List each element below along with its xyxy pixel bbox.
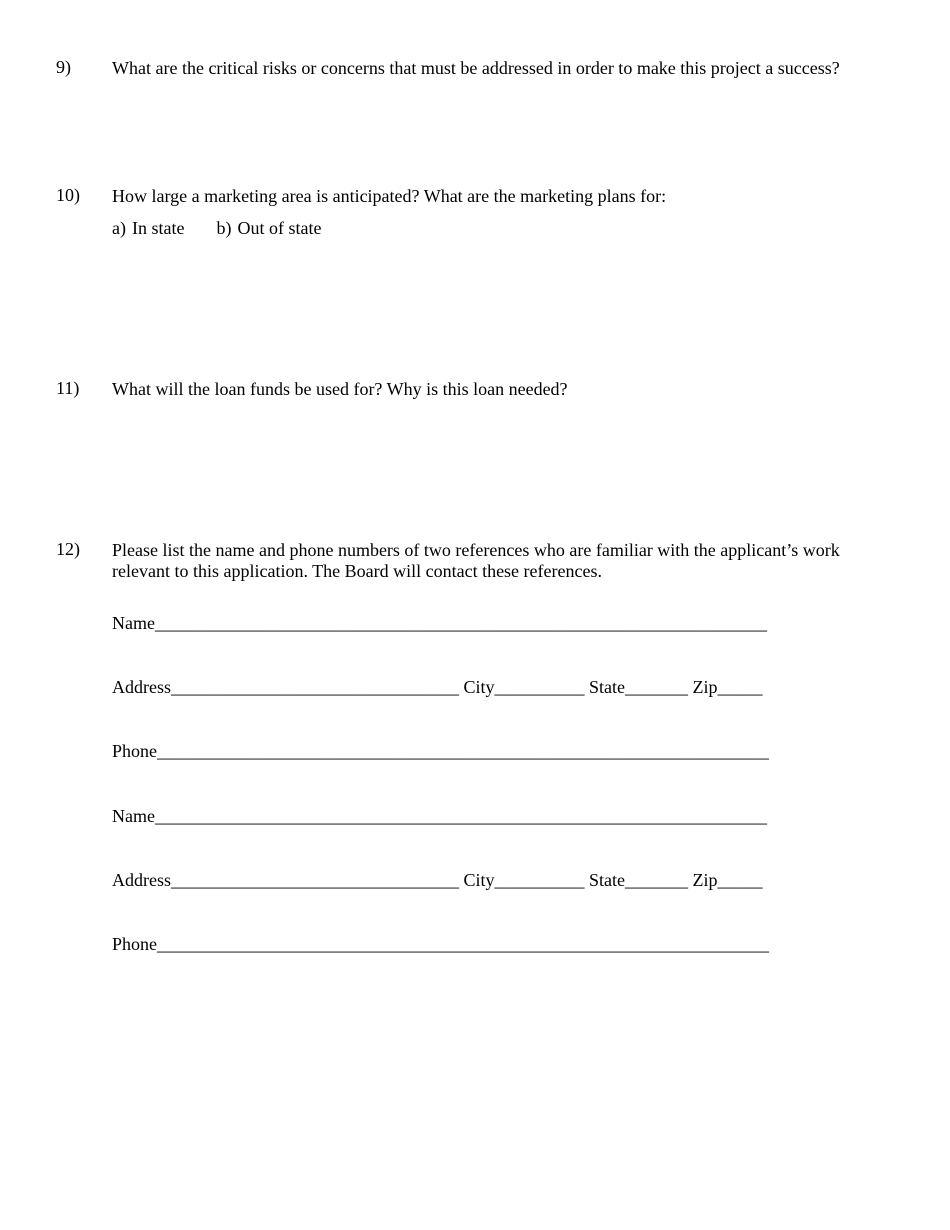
reference-2-name-field[interactable] (112, 806, 767, 827)
question-12-text-line1: Please list the name and phone numbers of two references who are familiar with the applicant’s work (112, 540, 840, 560)
reference-1-name-field[interactable] (112, 613, 767, 634)
state-blank[interactable]: _______ (625, 677, 689, 697)
option-b-marker: b) (216, 218, 232, 238)
zip-label: Zip (692, 870, 718, 890)
phone-blank[interactable]: ____________________________________________________________________ (157, 741, 769, 761)
question-10-options (112, 217, 321, 239)
address-label: Address (112, 677, 171, 697)
state-label: State (589, 677, 626, 697)
address-blank[interactable]: ________________________________ (171, 677, 459, 697)
reference-1-address-row (112, 677, 763, 698)
option-b-text: Out of state (237, 218, 322, 238)
name-label: Name (112, 806, 155, 826)
address-label: Address (112, 870, 171, 890)
state-label: State (589, 870, 626, 890)
city-label: City (463, 870, 495, 890)
question-10-text: How large a marketing area is anticipated? What are the marketing plans for: (112, 186, 667, 206)
address-blank[interactable]: ________________________________ (171, 870, 459, 890)
question-10-number: 10) (56, 185, 80, 205)
phone-blank[interactable]: ____________________________________________________________________ (157, 934, 769, 954)
question-11-number: 11) (56, 378, 80, 398)
state-blank[interactable]: _______ (625, 870, 689, 890)
zip-blank[interactable]: _____ (717, 677, 763, 697)
name-label: Name (112, 613, 155, 633)
city-blank[interactable]: __________ (494, 870, 585, 890)
reference-2-phone-field[interactable] (112, 934, 769, 955)
zip-blank[interactable]: _____ (717, 870, 763, 890)
zip-label: Zip (692, 677, 718, 697)
question-12-text-line2: relevant to this application. The Board will contact these references. (112, 561, 602, 581)
name-blank[interactable]: ____________________________________________________________________ (154, 806, 767, 826)
phone-label: Phone (112, 934, 157, 954)
reference-2-address-row (112, 870, 763, 891)
phone-label: Phone (112, 741, 157, 761)
name-blank[interactable]: ____________________________________________________________________ (154, 613, 767, 633)
reference-1-phone-field[interactable] (112, 741, 769, 762)
question-9-text: What are the critical risks or concerns that must be addressed in order to make this project a success? (112, 58, 840, 78)
option-a-marker: a) (112, 218, 126, 238)
option-a-text: In state (131, 218, 185, 238)
city-label: City (463, 677, 495, 697)
question-9-number: 9) (56, 57, 71, 77)
city-blank[interactable]: __________ (494, 677, 585, 697)
question-11-text: What will the loan funds be used for? Why is this loan needed? (112, 379, 568, 399)
question-12-number: 12) (56, 539, 80, 559)
